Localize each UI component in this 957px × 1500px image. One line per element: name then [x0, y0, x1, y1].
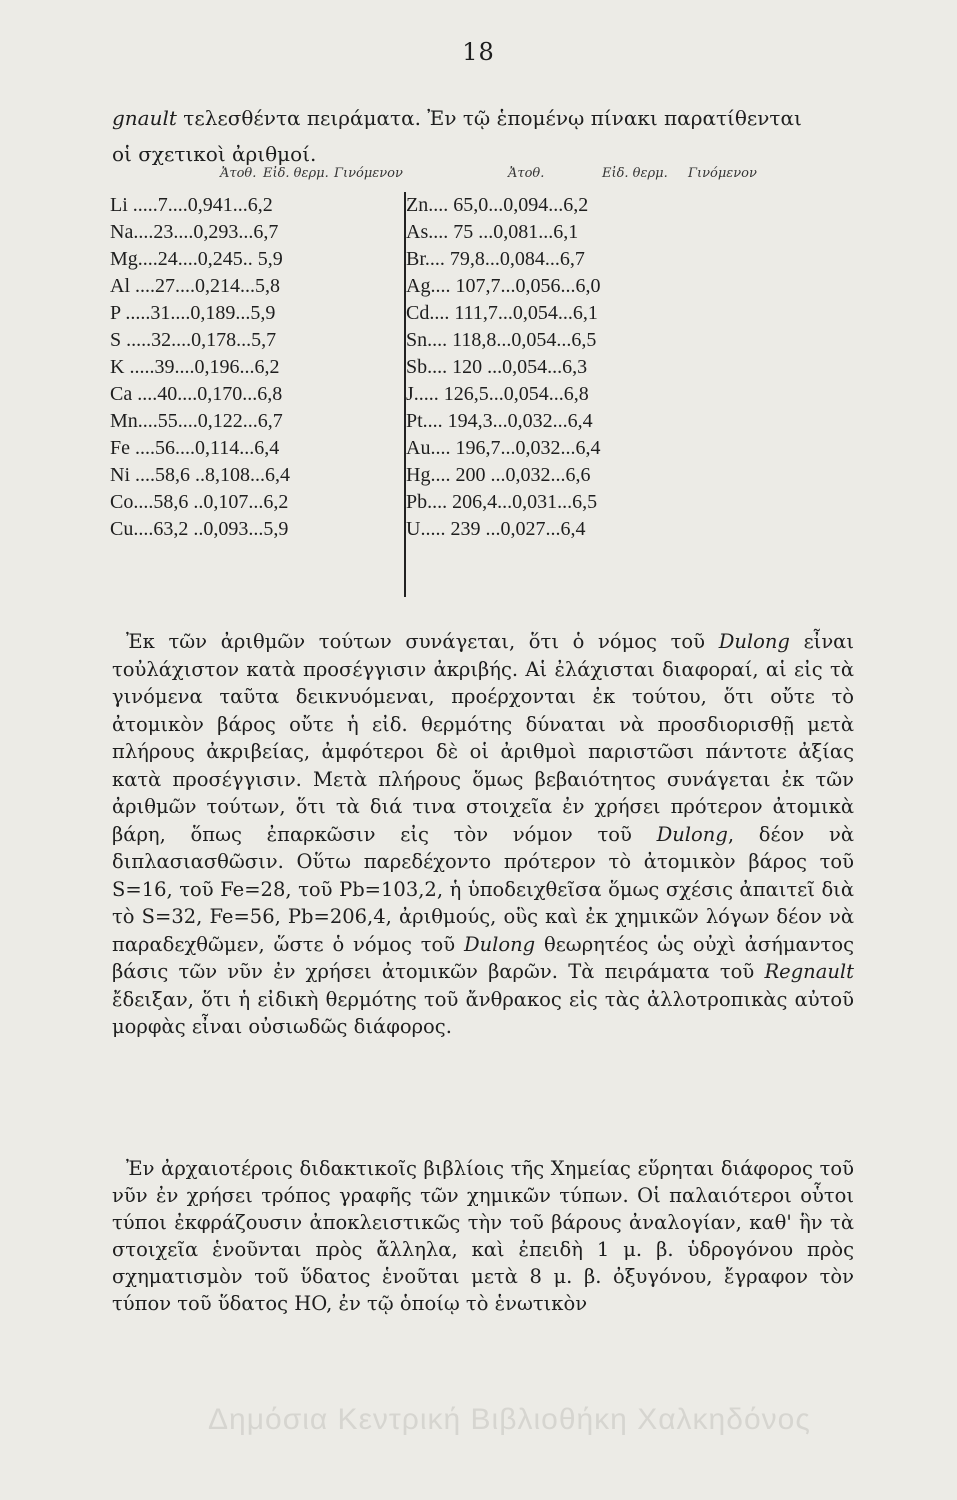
table-left-half — [110, 192, 406, 597]
table-row: Ca ....40....0,170...6,8 — [110, 383, 283, 405]
paragraph-text: ἔδειξαν, ὅτι ἡ εἰδικὴ θερμότης τοῦ ἄνθρακος εἰς τὰς ἀλλοτροπικὰς αὐτοῦ μορφὰς εἶναι οὐσιωδῶς διάφορος. — [112, 987, 854, 1038]
paragraph-text: Ἐκ τῶν ἀριθμῶν τούτων συνάγεται, ὅτι ὁ νόμος τοῦ — [126, 630, 719, 653]
table-row: Co....58,6 ..0,107...6,2 — [110, 491, 289, 513]
header-left-specific-heat: Εἰδ. θερμ. — [263, 166, 329, 181]
intro-text — [112, 100, 852, 172]
header-left-product: Γινόμενον — [334, 166, 403, 181]
table-row: Au.... 196,7...0,032...6,4 — [406, 437, 601, 459]
intro-line-2: οἱ σχετικοὶ ἀριθμοί. — [112, 142, 317, 166]
header-right-atomic-weight: Ἀτοθ. — [508, 166, 545, 181]
table-row: Na....23....0,293...6,7 — [110, 221, 279, 243]
table-row: Ag.... 107,7...0,056...6,0 — [406, 275, 601, 297]
table-row: P .....31....0,189...5,9 — [110, 302, 276, 324]
name-dulong: Dulong — [718, 630, 790, 653]
table-row: Pt.... 194,3...0,032...6,4 — [406, 410, 593, 432]
paragraph-chemical-formulas: Ἐν ἀρχαιοτέροις διδακτικοῖς βιβλίοις τῆς Χημείας εὕρηται διάφορος τοῦ νῦν ἐν χρήσει τρόπος γραφῆς τῶν χημικῶν τύπων. Οἱ παλαιότεροι οὗτοι τύποι ἐκφράζουσιν ἀποκλειστικῶς τὴν τοῦ βάρους ἀναλογίαν, καθ' ἣν τὰ στοιχεῖα ἑνοῦνται πρὸς ἄλληλα, καὶ ἐπειδὴ 1 μ. β. ὑδρογόνου πρὸς σχηματισμὸν τοῦ ὕδατος ἑνοῦται μετὰ 8 μ. β. ὀξυγόνου, ἔγραφον τὸν τύπον τοῦ ὕδατος HO, ἐν τῷ ὁποίῳ τὸ ἑνωτικὸν — [112, 1157, 854, 1315]
library-watermark: Δημόσια Κεντρική Βιβλιοθήκη Χαλκηδόνος — [208, 1403, 811, 1436]
table-row: Sn.... 118,8...0,054...6,5 — [406, 329, 597, 351]
table-row: Al ....27....0,214...5,8 — [110, 275, 280, 297]
table-row: Br.... 79,8...0,084...6,7 — [406, 248, 585, 270]
table-row: Ni ....58,6 ..8,108...6,4 — [110, 464, 290, 486]
table-row: U..... 239 ...0,027...6,4 — [406, 518, 586, 540]
table-row: K .....39....0,196...6,2 — [110, 356, 280, 378]
header-right-specific-heat: Εἰδ. θερμ. — [602, 166, 668, 181]
table-row: Mn....55....0,122...6,7 — [110, 410, 283, 432]
paragraph-dulong-conclusion — [112, 628, 854, 1041]
table-row: Pb.... 206,4...0,031...6,5 — [406, 491, 598, 513]
table-row: Cu....63,2 ..0,093...5,9 — [110, 518, 289, 540]
table-row: Zn.... 65,0...0,094...6,2 — [406, 194, 589, 216]
table-right-half — [406, 192, 856, 543]
table-row: J..... 126,5...0,054...6,8 — [406, 383, 589, 405]
table-row: Mg....24....0,245.. 5,9 — [110, 248, 283, 270]
table-row: Fe ....56....0,114...6,4 — [110, 437, 280, 459]
paragraph-text: εἶναι τοὐλάχιστον κατὰ προσέγγισιν ἀκριβής. Αἱ ἐλάχισται διαφοραί, αἱ εἰς τὰ γινόμενα ταῦτα δεικνυόμεναι, προέρχονται ἐκ τούτου, ὅτι οὔτε τὸ ἀτομικὸν βάρος οὔτε ἡ εἰδ. θερμότης δύναται νὰ προσδιορισθῇ μετὰ πλήρους ἀκριβείας, ἀμφότεροι δὲ οἱ ἀριθμοὶ παριστῶσι πάντοτε ἀξίας κατὰ προσέγγισιν. Μετὰ πλήρους ὅμως βεβαιότητος συνάγεται ἐκ τῶν ἀριθμῶν τούτων, ὅτι τὰ διά τινα στοιχεῖα ἐν χρήσει πρότερον ἀτομικὰ βάρη, ὅπως ἐπαρκῶσιν εἰς τὸν νόμον τοῦ — [112, 630, 854, 846]
author-name-fragment: gnault — [112, 106, 177, 130]
paragraph-text: , δέον νὰ διπλασιασθῶσιν. Οὕτω παρεδέχοντο πρότερον τὸ ἀτομικὸν βάρος τοῦ S=16, τοῦ Fe=28, τοῦ Pb=103,2, ἡ ὑποδειχθεῖσα ὅμως σχέσις ἀπαιτεῖ διὰ τὸ S=32, Fe=56, Pb=206,4, ἀριθμούς, οὓς καὶ ἐκ χημικῶν λόγων δέον νὰ παραδεχθῶμεν, ὥστε ὁ νόμος τοῦ — [112, 822, 854, 956]
name-regnault: Regnault — [764, 960, 854, 983]
table-row: Cd.... 111,7...0,054...6,1 — [406, 302, 598, 324]
table-column-headers — [110, 166, 860, 192]
table-row: Sb.... 120 ...0,054...6,3 — [406, 356, 588, 378]
table-row: Li .....7....0,941...6,2 — [110, 194, 273, 216]
paragraph-text: θεωρητέος ὡς οὐχὶ ἀσήμαντος βάσις τῶν νῦν ἐν χρήσει ἀτομικῶν βαρῶν. Τὰ πειράματα τοῦ — [112, 932, 855, 983]
table-row: S .....32....0,178...5,7 — [110, 329, 277, 351]
page-number: 18 — [462, 38, 495, 66]
table-row: Hg.... 200 ...0,032...6,6 — [406, 464, 591, 486]
name-dulong: Dulong — [656, 822, 728, 846]
specific-heat-table — [110, 166, 860, 597]
header-left-atomic-weight: Ἀτοθ. — [220, 166, 257, 181]
header-right-product: Γινόμενον — [688, 166, 757, 181]
intro-line-1: τελεσθέντα πειράματα. Ἐν τῷ ἑπομένῳ πίνακι παρατίθενται — [176, 106, 802, 130]
table-row: As.... 75 ...0,081...6,1 — [406, 221, 579, 243]
name-dulong: Dulong — [463, 932, 536, 956]
